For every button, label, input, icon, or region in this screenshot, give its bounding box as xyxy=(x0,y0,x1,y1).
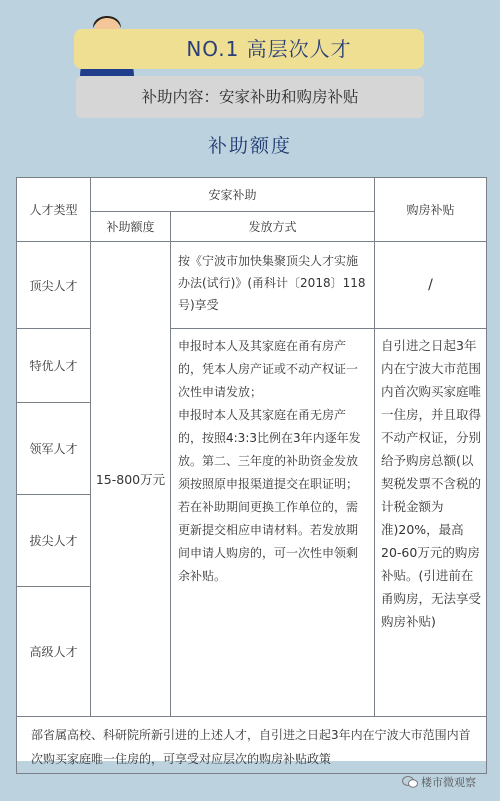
table-footnote: 部省属高校、科研院所新引进的上述人才，自引进之日起3年内在宁波大市范围内首次购买家庭唯一住房的，可享受对应层次的购房补贴政策 xyxy=(17,717,487,774)
header-title-bar xyxy=(74,29,424,69)
top-talent-housing: / xyxy=(375,242,487,329)
header-housing-subsidy: 购房补贴 xyxy=(375,178,487,242)
row-label-senior-talent: 高级人才 xyxy=(17,587,91,717)
housing-subsidy-cell: 自引进之日起3年内在宁波大市范围内首次购买家庭唯一住房，并且取得不动产权证，分别给予购房总额(以契税发票不含税的计税金额为准)20%，最高20-60万元的购房补贴。(引进前在甬购房，无法享受购房补贴) xyxy=(375,329,487,717)
row-label-top-talent: 顶尖人才 xyxy=(17,242,91,329)
method-paragraph-owned: 申报时本人及其家庭在甬有房产的，凭本人房产证或不动产权证一次性申请发放； xyxy=(178,339,359,399)
watermark xyxy=(402,772,498,792)
method-paragraph-not-owned: 申报时本人及其家庭在甬无房产的，按照4:3:3比例在3年内逐年发放。第二、三年度的补助资金发放须按照原申报渠道提交在职证明；若在补助期间更换工作单位的，需更新提交相应申请材料。若发放期间申请人购房的，可一次性申领剩余补贴。 xyxy=(178,408,361,583)
subsidy-table xyxy=(16,177,487,774)
header-subtitle: 补助内容：安家补助和购房补贴 xyxy=(141,88,359,106)
amount-cell: 15-800万元 xyxy=(91,242,171,717)
header-talent-type: 人才类型 xyxy=(17,178,91,242)
top-talent-method: 按《宁波市加快集聚顶尖人才实施办法(试行)》(甬科计〔2018〕118号)享受 xyxy=(171,242,375,329)
header-amount: 补助额度 xyxy=(91,212,171,242)
row-label-leading-talent: 领军人才 xyxy=(17,403,91,495)
subsidy-table-panel xyxy=(16,177,486,766)
header-method: 发放方式 xyxy=(171,212,375,242)
row-label-special-talent: 特优人才 xyxy=(17,329,91,403)
watermark-text: 楼市微观察 xyxy=(421,776,476,789)
header-settle-subsidy: 安家补助 xyxy=(91,178,375,212)
header-title: NO.1 高层次人才 xyxy=(186,37,352,61)
wechat-icon xyxy=(402,776,418,788)
row-label-top-notch-talent: 拔尖人才 xyxy=(17,495,91,587)
subtitle-bar xyxy=(76,76,424,118)
settle-method-cell xyxy=(171,329,375,717)
section-title: 补助额度 xyxy=(207,135,292,157)
